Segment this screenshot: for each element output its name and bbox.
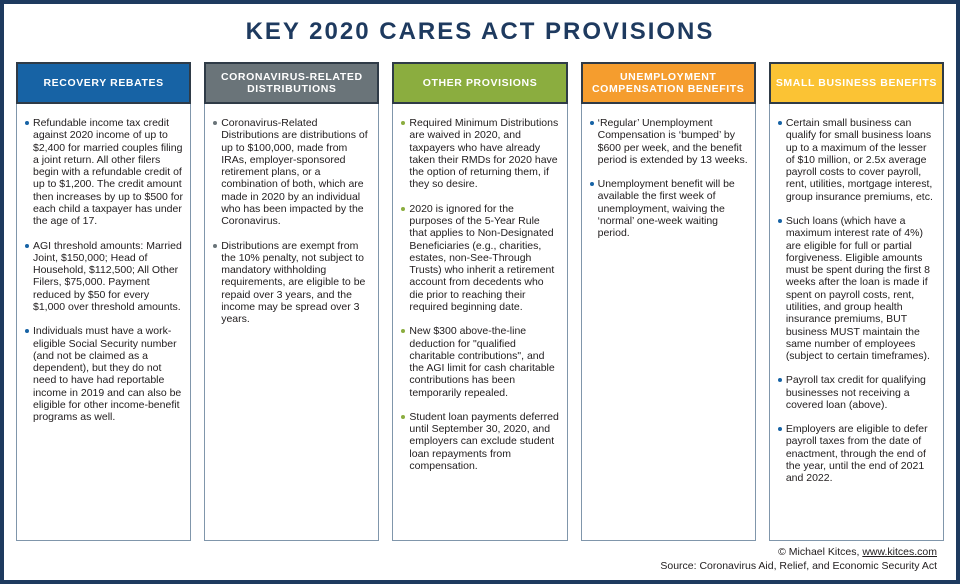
bullet-text: Student loan payments deferred until September 30, 2020, and employers can exclude student loan repayments from compensation. [409,410,559,473]
column-header [16,62,191,104]
column-body [581,104,756,541]
bullet-text: Unemployment benefit will be available the first week of unemployment, waiving the ‘normal’ one-week waiting period. [597,178,735,240]
bullet-item [401,203,559,314]
bullet-icon [401,329,405,333]
bullet-text: Payroll tax credit for qualifying businesses not receiving a covered loan (above). [785,374,926,411]
column-body [392,104,567,541]
bullet-text: Individuals must have a work-eligible Social Security number (and not be claimed as a dependent), but they do not need to have had reportable income in 2019 and can also be eligible for other income-benefit programs as well. [33,325,182,424]
bullet-icon [778,121,782,125]
bullet-item [778,117,936,203]
bullet-icon [778,378,782,382]
column-header-label: CORONAVIRUS-RELATED DISTRIBUTIONS [220,70,363,95]
page-title: KEY 2020 CARES ACT PROVISIONS [245,18,715,45]
bullet-item [590,178,748,239]
bullet-list [25,117,183,423]
bullet-item [401,117,559,191]
bullet-item [25,240,183,314]
bullet-list [213,117,371,326]
column-other-provisions [392,62,567,541]
bullet-icon [401,415,405,419]
column-body [769,104,944,541]
column-header-label: UNEMPLOYMENT COMPENSATION BENEFITS [592,70,745,95]
column-header-label: RECOVERY REBATES [43,76,164,89]
bullet-item [590,117,748,166]
bullet-list [778,117,936,485]
bullet-item [25,325,183,423]
bullet-icon [213,244,217,248]
bullet-item [401,325,559,399]
bullet-item [778,215,936,362]
bullet-text: Coronavirus-Related Distributions are distributions of up to $100,000, made from IRAs, employer-sponsored retirement plans, or a combination of both, which are made in 2020 by an individual who has been impacted by the Coronavirus. [221,117,368,228]
bullet-icon [590,182,594,186]
column-small-business-benefits [769,62,944,541]
bullet-item [778,374,936,411]
bullet-text: Such loans (which have a maximum interest rate of 4%) are eligible for full or partial forgiveness. Eligible amounts must be spent during the first 8 weeks after the loan is made if spent on payroll costs, rent, utilities, and group health insurance premiums, BUT business MUST maintain the same number of employees (subject to certain timeframes). [785,214,930,363]
bullet-item [213,240,371,326]
bullet-item [25,117,183,228]
column-header [581,62,756,104]
bullet-item [401,411,559,472]
column-body [16,104,191,541]
bullet-icon [778,427,782,431]
bullet-icon [25,121,29,125]
column-unemployment-compensation-benefits [581,62,756,541]
bullet-list [401,117,559,472]
column-header [392,62,567,104]
copyright-text: © Michael Kitces, [778,546,863,559]
bullet-icon [778,219,782,223]
column-header [769,62,944,104]
source-line: Source: Coronavirus Aid, Relief, and Economic Security Act [660,560,937,573]
bullet-text: Distributions are exempt from the 10% penalty, not subject to mandatory withholding requirements, are eligible to be repaid over 3 years, and the income may be spread over 3 years. [221,239,366,326]
bullet-text: 2020 is ignored for the purposes of the 5-Year Rule that applies to Non-Designated Beneficiaries (e.g., charities, estates, non-See-Through Trusts) who inherit a retirement account from decedents who die prior to reaching their required beginning date. [409,202,555,313]
column-header [204,62,379,104]
footer [660,546,937,574]
bullet-text: Employers are eligible to defer payroll taxes from the date of enactment, through the end of the year, until the end of 2021 and 2022. [785,423,928,485]
bullet-list [590,117,748,240]
bullet-text: AGI threshold amounts: Married Joint, $150,000; Head of Household, $112,500; All Other Filers, $75,000. Payment reduced by $50 for every $1,000 over threshold amounts. [33,239,182,313]
bullet-icon [401,121,405,125]
bullet-text: Certain small business can qualify for small business loans up to a maximum of the lesser of $10 million, or 2.5x average payroll costs to cover payroll, rent, utilities, mortgage interest, group insurance premiums, etc. [785,117,933,203]
bullet-icon [590,121,594,125]
column-body [204,104,379,541]
column-header-label: SMALL BUSINESS BENEFITS [775,76,938,89]
kitces-link[interactable]: www.kitces.com [862,546,937,559]
column-header-label: OTHER PROVISIONS [422,76,538,89]
bullet-text: New $300 above-the-line deduction for "qualified charitable contributions", and the AGI limit for cash charitable contributions has been temporarily repealed. [409,325,555,399]
bullet-icon [401,207,405,211]
bullet-item [213,117,371,228]
bullet-text: ‘Regular’ Unemployment Compensation is ‘bumped’ by $600 per week, and the benefit period is extended by 13 weeks. [597,117,748,166]
column-recovery-rebates [16,62,191,541]
columns-container [16,62,944,541]
bullet-text: Refundable income tax credit against 2020 income of up to $2,400 for married couples filing a joint return. All other filers begin with a refundable credit of up to $1,200. The credit amount then increases by up to $500 for each child a taxpayer has under the age of 17. [33,117,184,228]
bullet-text: Required Minimum Distributions are waived in 2020, and taxpayers who have already taken their RMDs for 2020 have the option of returning them, if they so desire. [409,117,559,191]
bullet-item [778,423,936,484]
bullet-icon [213,121,217,125]
column-coronavirus-related-distributions [204,62,379,541]
credit-line [660,546,937,560]
bullet-icon [25,329,29,333]
bullet-icon [25,244,29,248]
